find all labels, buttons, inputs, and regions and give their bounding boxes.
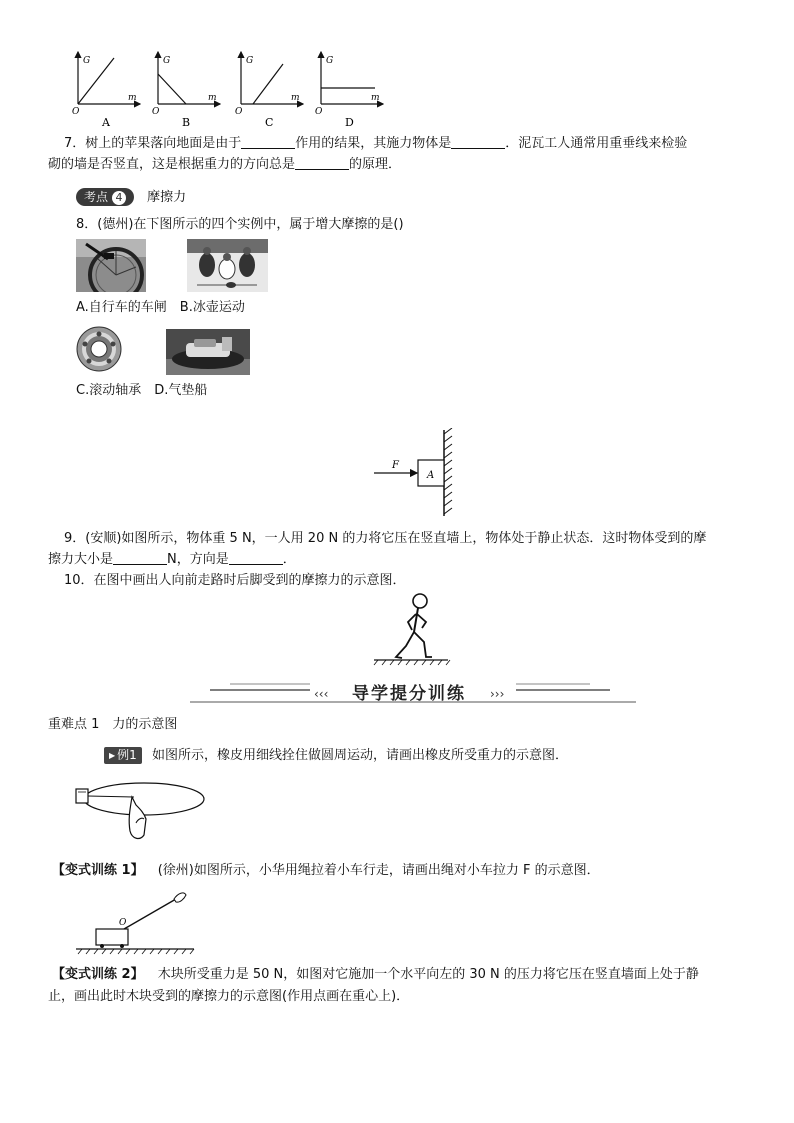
graph-c bbox=[235, 52, 303, 128]
variant-2-line-1 bbox=[52, 966, 699, 984]
graph-a-option: A bbox=[102, 116, 110, 128]
section-badge-label: 考点 bbox=[84, 190, 109, 204]
question-7-line-1 bbox=[64, 134, 687, 153]
hovercraft-photo bbox=[166, 329, 250, 375]
q7-text-b: 作用的结果，其施力物体是 bbox=[295, 136, 452, 151]
graph-c-option: C bbox=[265, 116, 274, 128]
section-badge-number: 4 bbox=[112, 191, 126, 205]
graph-c-y-label: G bbox=[246, 56, 254, 66]
example-1 bbox=[104, 747, 568, 765]
graph-a-y-label: G bbox=[83, 56, 91, 66]
q9-text-c: ． bbox=[282, 552, 296, 567]
question-8-options-ab: A.自行车的车闸 B.冰壶运动 bbox=[76, 300, 245, 315]
graph-c-origin: O bbox=[235, 107, 243, 117]
eraser-circle-figure bbox=[74, 779, 208, 845]
keypoint-title: 重难点 1 力的示意图 bbox=[48, 717, 178, 732]
graph-d bbox=[315, 52, 383, 128]
question-7-line-2 bbox=[48, 155, 401, 174]
graph-b-x-label: m bbox=[208, 93, 217, 103]
graph-d-y-label: G bbox=[326, 56, 334, 66]
wall-block-figure bbox=[370, 428, 480, 518]
question-8-options-cd: C.滚动轴承 D.气垫船 bbox=[76, 383, 208, 398]
q7-blank-2[interactable] bbox=[451, 134, 505, 149]
q9-text-b: N，方向是 bbox=[167, 552, 229, 567]
graph-options-figure bbox=[70, 46, 390, 128]
curling-photo bbox=[187, 239, 268, 292]
q9-blank-1[interactable] bbox=[113, 550, 167, 565]
q9-text-a: 擦力大小是 bbox=[48, 552, 114, 567]
graph-b-option: B bbox=[182, 116, 191, 128]
graph-b-origin: O bbox=[152, 107, 160, 117]
q7-blank-3[interactable] bbox=[295, 155, 349, 170]
q7-text-a: 7．树上的苹果落向地面是由于 bbox=[64, 136, 242, 151]
cart-rope-figure bbox=[74, 885, 198, 955]
bicycle-brake-photo bbox=[76, 239, 146, 292]
question-10: 10．在图中画出人向前走路时后脚受到的摩擦力的示意图． bbox=[64, 573, 406, 588]
graph-d-x-label: m bbox=[371, 93, 380, 103]
graph-d-origin: O bbox=[315, 107, 323, 117]
question-9-line-2 bbox=[48, 550, 296, 569]
training-banner bbox=[190, 676, 636, 708]
variant-1-label: 【变式训练 1】 bbox=[52, 863, 144, 878]
section-badge bbox=[76, 188, 134, 206]
graph-c-x-label: m bbox=[291, 93, 300, 103]
banner-title: 导学提分训练 bbox=[352, 684, 466, 704]
graph-a bbox=[72, 52, 140, 128]
variant-2-line-2: 止，画出此时木块受到的摩擦力的示意图(作用点画在重心上)． bbox=[48, 989, 410, 1004]
section-title: 摩擦力 bbox=[147, 190, 187, 205]
force-label: F bbox=[392, 460, 399, 471]
point-o-label: O bbox=[119, 918, 127, 928]
graph-b bbox=[152, 52, 220, 128]
block-a-label: A bbox=[427, 470, 435, 481]
question-8-stem: 8．(德州)在下图所示的四个实例中，属于增大摩擦的是() bbox=[76, 217, 404, 232]
graph-b-y-label: G bbox=[163, 56, 171, 66]
variant-2-label: 【变式训练 2】 bbox=[52, 967, 144, 982]
variant-2-text-1: 木块所受重力是 50 N，如图对它施加一个水平向左的 30 N 的压力将它压在竖直墙面上处于静 bbox=[157, 967, 699, 982]
ball-bearing-photo bbox=[74, 324, 124, 374]
example-tag: ▶ 例1 bbox=[104, 747, 142, 764]
variant-1-text: (徐州)如图所示，小华用绳拉着小车行走，请画出绳对小车拉力 F 的示意图． bbox=[157, 863, 600, 878]
q9-blank-2[interactable] bbox=[229, 550, 283, 565]
question-9-line-1: 9．(安顺)如图所示，物体重 5 N，一人用 20 N 的力将它压在竖直墙上，物体处于静止状态．这时物体受到的摩 bbox=[64, 531, 707, 546]
example-1-text: 如图所示，橡皮用细线拴住做圆周运动，请画出橡皮所受重力的示意图． bbox=[151, 748, 568, 763]
q7-blank-1[interactable] bbox=[241, 134, 295, 149]
variant-1 bbox=[52, 862, 600, 880]
graph-a-origin: O bbox=[72, 107, 80, 117]
graph-a-x-label: m bbox=[128, 93, 137, 103]
q7-text-c: ．泥瓦工人通常用重垂线来检验 bbox=[505, 136, 688, 151]
section-4-header bbox=[76, 186, 186, 207]
graph-d-option: D bbox=[345, 116, 354, 128]
walking-person-figure bbox=[372, 590, 452, 666]
q7-text-e: 的原理． bbox=[349, 157, 402, 172]
q7-text-d: 砌的墙是否竖直，这是根据重力的方向总是 bbox=[48, 157, 296, 172]
svg-text:‹‹‹: ‹‹‹ bbox=[314, 687, 329, 701]
svg-text:›››: ››› bbox=[490, 687, 505, 701]
